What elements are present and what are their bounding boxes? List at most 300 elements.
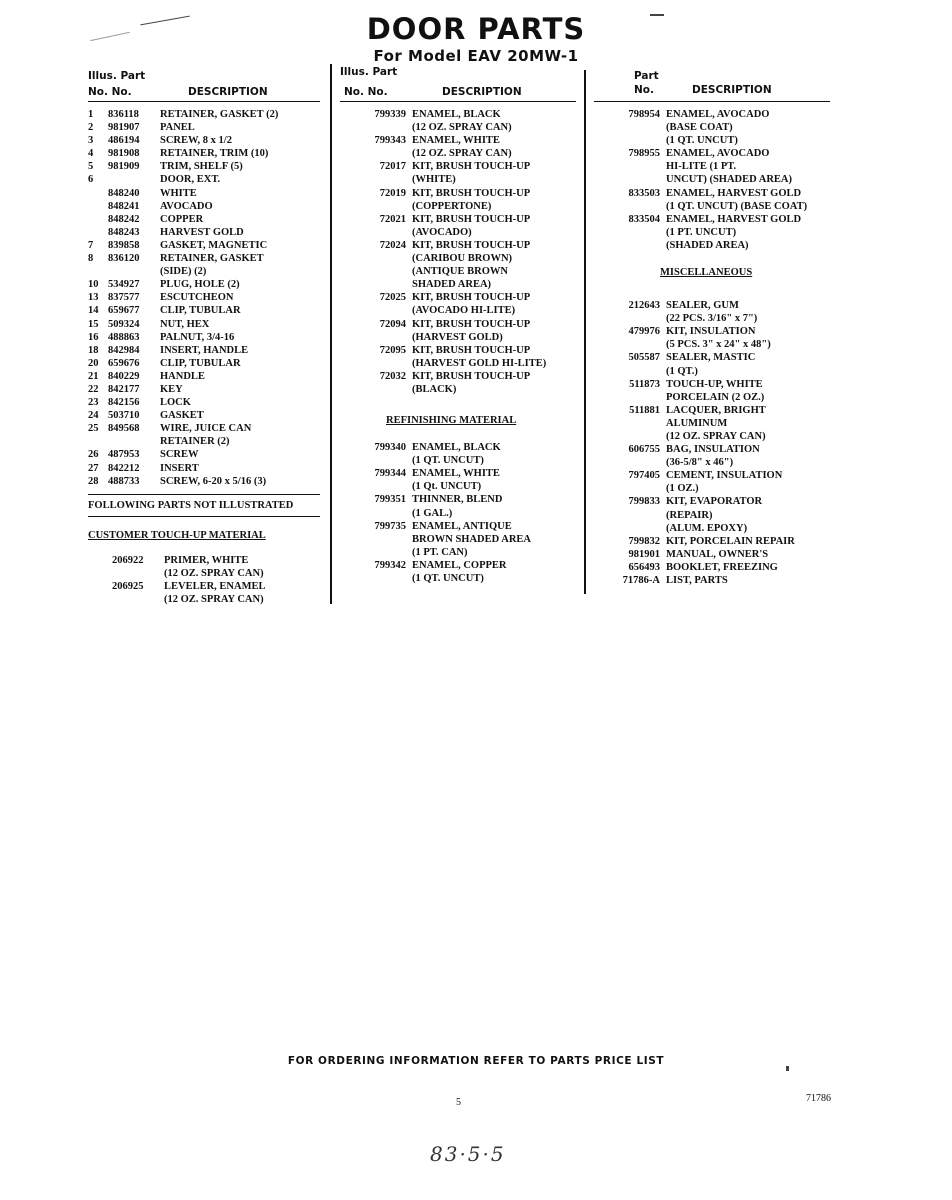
part-row xyxy=(340,507,576,520)
part-number xyxy=(340,147,412,160)
part-number xyxy=(340,200,412,213)
part-row xyxy=(340,383,576,396)
part-row xyxy=(594,417,830,430)
part-description: ENAMEL, BLACK xyxy=(412,109,501,120)
part-row xyxy=(88,331,320,344)
part-row xyxy=(594,160,830,173)
part-description: KEY xyxy=(160,383,183,395)
part-row xyxy=(340,108,576,121)
part-number xyxy=(340,252,412,265)
scan-mark xyxy=(650,14,664,16)
part-number xyxy=(108,173,160,186)
part-row xyxy=(594,509,830,522)
illus-number xyxy=(88,226,108,239)
part-number: 840229 xyxy=(108,370,140,382)
part-number xyxy=(594,239,666,252)
part-number xyxy=(594,456,666,469)
misc-heading: MISCELLANEOUS xyxy=(660,267,753,279)
part-description: WIRE, JUICE CAN xyxy=(160,423,252,435)
part-row xyxy=(594,226,830,239)
part-description: KIT, BRUSH TOUCH-UP xyxy=(412,344,531,356)
part-number: 72094 xyxy=(379,318,406,330)
part-row xyxy=(594,365,830,378)
illus-number: 8 xyxy=(88,253,94,265)
part-row xyxy=(594,391,830,404)
part-row xyxy=(340,213,576,226)
part-number: 799339 xyxy=(374,109,406,120)
part-row xyxy=(88,370,320,383)
part-row xyxy=(88,580,320,593)
part-description: (1 QT. UNCUT) (BASE COAT) xyxy=(666,200,808,212)
part-row xyxy=(340,200,576,213)
part-description: ALUMINUM xyxy=(666,417,728,429)
part-number: 511873 xyxy=(629,378,660,390)
part-number xyxy=(594,338,666,351)
part-number: 72032 xyxy=(379,370,406,382)
part-row xyxy=(88,304,320,317)
part-description: BROWN SHADED AREA xyxy=(412,533,532,545)
part-number: 798955 xyxy=(628,148,660,160)
part-description: INSERT, HANDLE xyxy=(160,344,249,356)
part-description: (5 PCS. 3" x 24" x 48") xyxy=(666,339,771,351)
illus-number: 24 xyxy=(88,410,99,422)
part-description: ENAMEL, AVOCADO xyxy=(666,148,770,160)
part-number xyxy=(340,173,412,186)
part-number: 842212 xyxy=(108,462,140,474)
part-row xyxy=(88,593,320,606)
part-number: 659677 xyxy=(108,305,140,317)
part-row xyxy=(340,134,576,147)
part-number xyxy=(594,160,666,173)
part-row xyxy=(340,187,576,200)
part-number: 842984 xyxy=(108,344,140,356)
part-number: 799342 xyxy=(374,559,406,571)
part-description: PLUG, HOLE (2) xyxy=(160,279,240,291)
part-description: PANEL xyxy=(160,122,195,134)
illus-number: 21 xyxy=(88,370,99,382)
illus-number: 26 xyxy=(88,449,99,461)
part-description: (ALUM. EPOXY) xyxy=(666,522,748,534)
part-number xyxy=(340,572,412,585)
part-row xyxy=(340,572,576,585)
part-description: (BLACK) xyxy=(412,383,457,395)
part-description: PRIMER, WHITE xyxy=(164,554,249,566)
part-number: 848241 xyxy=(108,200,140,212)
illus-number: 15 xyxy=(88,318,99,330)
part-row xyxy=(340,265,576,278)
part-row xyxy=(340,357,576,370)
illus-number xyxy=(88,213,108,226)
part-number: 981901 xyxy=(628,548,660,560)
part-description: (HARVEST GOLD) xyxy=(412,331,503,343)
part-description: MANUAL, OWNER'S xyxy=(666,548,769,560)
column-divider-left xyxy=(330,64,332,604)
illus-number: 7 xyxy=(88,239,94,251)
part-row xyxy=(594,187,830,200)
illus-number: 22 xyxy=(88,383,99,395)
part-description: (REPAIR) xyxy=(666,509,713,521)
part-row xyxy=(340,344,576,357)
part-row xyxy=(88,173,320,186)
part-row xyxy=(594,548,830,561)
part-description: KIT, BRUSH TOUCH-UP xyxy=(412,318,531,330)
part-row xyxy=(594,173,830,186)
part-number: 981908 xyxy=(108,148,140,160)
part-number: 799344 xyxy=(374,468,406,480)
part-description: KIT, BRUSH TOUCH-UP xyxy=(412,292,531,304)
part-description: LIST, PARTS xyxy=(666,575,728,586)
part-description: RETAINER, GASKET xyxy=(160,253,264,265)
illus-number: 20 xyxy=(88,357,99,369)
part-row xyxy=(340,239,576,252)
part-number: 72024 xyxy=(379,239,406,251)
part-description: ENAMEL, AVOCADO xyxy=(666,109,770,120)
part-number: 799351 xyxy=(374,494,406,506)
part-description: KIT, INSULATION xyxy=(666,326,756,338)
part-number: 833504 xyxy=(628,213,660,225)
part-number xyxy=(340,121,412,134)
part-description: TRIM, SHELF (5) xyxy=(160,161,243,173)
part-number xyxy=(594,121,666,134)
column-c xyxy=(594,68,830,587)
part-description: UNCUT) (SHADED AREA) xyxy=(666,174,793,186)
part-description: PORCELAIN (2 OZ.) xyxy=(666,391,765,403)
part-description: (COPPERTONE) xyxy=(412,200,492,212)
part-row xyxy=(340,291,576,304)
part-number: 72095 xyxy=(379,344,406,356)
part-description: (AVOCADO) xyxy=(412,226,472,238)
part-number: 72017 xyxy=(379,161,406,173)
part-description: BOOKLET, FREEZING xyxy=(666,561,778,573)
part-number: 72019 xyxy=(379,187,406,199)
part-number xyxy=(340,331,412,344)
part-description: KIT, PORCELAIN REPAIR xyxy=(666,535,795,547)
part-row xyxy=(594,200,830,213)
illus-number: 13 xyxy=(88,292,99,304)
part-number: 848243 xyxy=(108,226,140,238)
part-description: (12 OZ. SPRAY CAN) xyxy=(412,148,512,160)
part-description: SCREW, 8 x 1/2 xyxy=(160,135,232,147)
part-number: 488863 xyxy=(108,331,140,343)
part-row xyxy=(88,475,320,488)
part-row xyxy=(594,443,830,456)
column-c-parts-list xyxy=(594,108,830,252)
illus-number: 1 xyxy=(88,109,94,120)
part-number xyxy=(340,304,412,317)
page-title: DOOR PARTS xyxy=(366,12,586,46)
part-description: (1 QT. UNCUT) xyxy=(666,135,738,147)
part-row xyxy=(88,357,320,370)
illus-number: 4 xyxy=(88,148,94,160)
part-number xyxy=(594,226,666,239)
part-row xyxy=(594,495,830,508)
part-description: WHITE xyxy=(160,187,197,199)
illus-number: 3 xyxy=(88,135,94,147)
part-row xyxy=(340,318,576,331)
scan-mark xyxy=(786,1066,789,1071)
header-illus-part: Illus. Part xyxy=(340,66,398,78)
part-row xyxy=(340,331,576,344)
part-number: 799343 xyxy=(374,135,406,147)
part-description: (1 PT. CAN) xyxy=(412,546,468,558)
part-number: 797405 xyxy=(628,470,660,482)
part-number xyxy=(112,593,164,606)
part-row xyxy=(340,121,576,134)
part-description: SCREW, 6-20 x 5/16 (3) xyxy=(160,475,267,487)
part-row xyxy=(340,160,576,173)
part-row xyxy=(88,187,320,200)
part-row xyxy=(594,325,830,338)
part-number: 849568 xyxy=(108,423,140,435)
part-number xyxy=(340,546,412,559)
part-description: ENAMEL, ANTIQUE xyxy=(412,520,512,532)
part-description: SCREW xyxy=(160,449,199,461)
part-number: 799832 xyxy=(628,535,660,547)
part-description: ENAMEL, WHITE xyxy=(412,135,500,147)
part-description: LACQUER, BRIGHT xyxy=(666,404,766,416)
part-description: NUT, HEX xyxy=(160,318,210,330)
part-number xyxy=(594,365,666,378)
column-a-parts-list xyxy=(88,108,320,488)
part-description: LOCK xyxy=(160,397,191,409)
part-row xyxy=(594,147,830,160)
part-number xyxy=(108,265,160,278)
part-row xyxy=(88,435,320,448)
part-number: 487953 xyxy=(108,449,140,461)
part-number: 798954 xyxy=(628,109,660,120)
part-description: (BASE COAT) xyxy=(666,122,733,134)
part-description: (CARIBOU BROWN) xyxy=(412,253,513,265)
part-description: HANDLE xyxy=(160,370,205,382)
illus-number: 5 xyxy=(88,161,94,173)
part-row xyxy=(594,213,830,226)
part-description: CEMENT, INSULATION xyxy=(666,470,783,482)
part-description: (HARVEST GOLD HI-LITE) xyxy=(412,357,547,369)
part-number: 848240 xyxy=(108,187,140,199)
part-row xyxy=(88,291,320,304)
part-number xyxy=(340,265,412,278)
part-description: (12 OZ. SPRAY CAN) xyxy=(666,430,766,442)
part-row xyxy=(594,338,830,351)
part-row xyxy=(340,520,576,533)
part-row xyxy=(88,448,320,461)
part-number: 206922 xyxy=(112,554,144,566)
part-row xyxy=(340,467,576,480)
part-row xyxy=(88,567,320,580)
illus-number xyxy=(88,187,108,200)
part-number xyxy=(594,417,666,430)
part-row xyxy=(594,456,830,469)
part-description: (WHITE) xyxy=(412,174,456,186)
touchup-parts-list xyxy=(88,554,320,606)
part-number: 72021 xyxy=(379,213,406,225)
part-description: ENAMEL, BLACK xyxy=(412,442,501,454)
part-row xyxy=(340,559,576,572)
part-number xyxy=(108,435,160,448)
part-row xyxy=(88,265,320,278)
part-number: 833503 xyxy=(628,187,660,199)
part-row xyxy=(88,278,320,291)
part-row xyxy=(594,430,830,443)
part-row xyxy=(88,200,320,213)
illus-number: 10 xyxy=(88,279,99,291)
illus-number: 23 xyxy=(88,397,99,409)
part-row xyxy=(88,239,320,252)
part-description: (1 PT. UNCUT) xyxy=(666,226,737,238)
header-part: Part xyxy=(634,70,659,82)
part-number: 842156 xyxy=(108,397,140,409)
page-subtitle: For Model EAV 20MW-1 xyxy=(373,47,579,65)
column-b xyxy=(340,68,576,585)
part-number: 479976 xyxy=(628,326,660,338)
part-description: KIT, BRUSH TOUCH-UP xyxy=(412,187,531,199)
part-number xyxy=(340,226,412,239)
part-description: (1 QT. UNCUT) xyxy=(412,455,484,467)
illus-number xyxy=(88,200,108,213)
column-a xyxy=(88,68,320,606)
part-number: 656493 xyxy=(628,561,660,573)
part-number xyxy=(594,522,666,535)
part-description: (AVOCADO HI-LITE) xyxy=(412,305,516,317)
part-description: GASKET xyxy=(160,410,204,422)
part-number xyxy=(340,480,412,493)
illus-number: 16 xyxy=(88,331,99,343)
part-description: (ANTIQUE BROWN xyxy=(412,266,508,278)
part-description: (1 OZ.) xyxy=(666,483,699,495)
part-row xyxy=(88,213,320,226)
part-number: 606755 xyxy=(628,444,660,456)
part-description: ENAMEL, HARVEST GOLD xyxy=(666,187,802,199)
illus-number xyxy=(88,265,108,278)
illus-number: 14 xyxy=(88,305,99,317)
part-row xyxy=(88,252,320,265)
part-number xyxy=(112,567,164,580)
part-number xyxy=(594,173,666,186)
part-row xyxy=(88,147,320,160)
part-number xyxy=(594,312,666,325)
illus-number: 2 xyxy=(88,122,94,134)
part-number xyxy=(594,134,666,147)
header-description: DESCRIPTION xyxy=(188,86,268,98)
column-divider-right xyxy=(584,70,586,594)
part-description: (12 OZ. SPRAY CAN) xyxy=(164,594,264,605)
illus-number xyxy=(88,435,108,448)
part-number: 511881 xyxy=(629,404,660,416)
part-description: (SIDE) (2) xyxy=(160,266,207,278)
handwritten-note: 83·5·5 xyxy=(430,1142,506,1166)
part-row xyxy=(88,108,320,121)
part-row xyxy=(594,299,830,312)
part-row xyxy=(340,493,576,506)
part-number: 799735 xyxy=(374,520,406,532)
refinishing-parts-list xyxy=(340,441,576,585)
part-number: 509324 xyxy=(108,318,140,330)
part-row xyxy=(88,396,320,409)
part-description: AVOCADO xyxy=(160,200,213,212)
part-number: 799340 xyxy=(374,442,406,454)
part-number: 981907 xyxy=(108,122,140,134)
part-description: THINNER, BLEND xyxy=(412,494,503,506)
part-row xyxy=(594,522,830,535)
part-description: (1 QT. UNCUT) xyxy=(412,573,484,584)
part-row xyxy=(340,370,576,383)
part-row xyxy=(340,533,576,546)
part-description: KIT, BRUSH TOUCH-UP xyxy=(412,213,531,225)
part-description: CLIP, TUBULAR xyxy=(160,305,241,317)
part-description: DOOR, EXT. xyxy=(160,174,221,186)
part-description: RETAINER (2) xyxy=(160,436,230,448)
part-number xyxy=(340,383,412,396)
part-row xyxy=(594,121,830,134)
part-description: ESCUTCHEON xyxy=(160,292,234,304)
part-row xyxy=(88,462,320,475)
part-number xyxy=(340,533,412,546)
part-number: 981909 xyxy=(108,161,140,173)
part-number: 836120 xyxy=(108,253,140,265)
part-number: 206925 xyxy=(112,580,144,592)
part-number xyxy=(594,509,666,522)
part-description: SHADED AREA) xyxy=(412,279,492,291)
part-row xyxy=(594,574,830,587)
part-row xyxy=(88,318,320,331)
part-row xyxy=(594,535,830,548)
part-number xyxy=(594,430,666,443)
header-no: No. xyxy=(634,84,654,96)
part-row xyxy=(340,480,576,493)
part-row xyxy=(594,469,830,482)
part-description: (1 Qt. UNCUT) xyxy=(412,481,482,493)
part-number xyxy=(594,391,666,404)
illus-number: 6 xyxy=(88,174,94,186)
part-row xyxy=(594,404,830,417)
ordering-info-footer: FOR ORDERING INFORMATION REFER TO PARTS PRICE LIST xyxy=(287,1055,665,1067)
part-description: (36-5/8" x 46") xyxy=(666,457,734,469)
part-number: 848242 xyxy=(108,213,140,225)
part-description: KIT, BRUSH TOUCH-UP xyxy=(412,239,531,251)
part-number: 659676 xyxy=(108,357,140,369)
part-description: COPPER xyxy=(160,213,204,225)
part-row xyxy=(88,422,320,435)
part-number: 71786-A xyxy=(622,575,660,586)
part-row xyxy=(340,173,576,186)
part-number xyxy=(594,482,666,495)
part-row xyxy=(88,554,320,567)
part-row xyxy=(88,383,320,396)
illus-number: 28 xyxy=(88,475,99,487)
illus-number: 25 xyxy=(88,423,99,435)
header-description: DESCRIPTION xyxy=(692,84,772,96)
part-description: ENAMEL, COPPER xyxy=(412,559,507,571)
part-row xyxy=(340,441,576,454)
part-description: KIT, EVAPORATOR xyxy=(666,496,763,508)
header-no-no: No. No. xyxy=(88,86,132,98)
part-description: RETAINER, GASKET (2) xyxy=(160,109,279,120)
part-description: ENAMEL, WHITE xyxy=(412,468,500,480)
part-row xyxy=(594,239,830,252)
part-number: 503710 xyxy=(108,410,140,422)
part-description: SEALER, MASTIC xyxy=(666,352,756,364)
part-number xyxy=(340,357,412,370)
refinishing-heading: REFINISHING MATERIAL xyxy=(386,415,517,427)
part-row xyxy=(88,160,320,173)
part-number: 799833 xyxy=(628,496,660,508)
part-row xyxy=(340,147,576,160)
part-description: KIT, BRUSH TOUCH-UP xyxy=(412,161,531,173)
part-number: 72025 xyxy=(379,292,406,304)
part-row xyxy=(88,134,320,147)
column-b-header xyxy=(340,68,576,102)
part-description: TOUCH-UP, WHITE xyxy=(666,378,763,390)
